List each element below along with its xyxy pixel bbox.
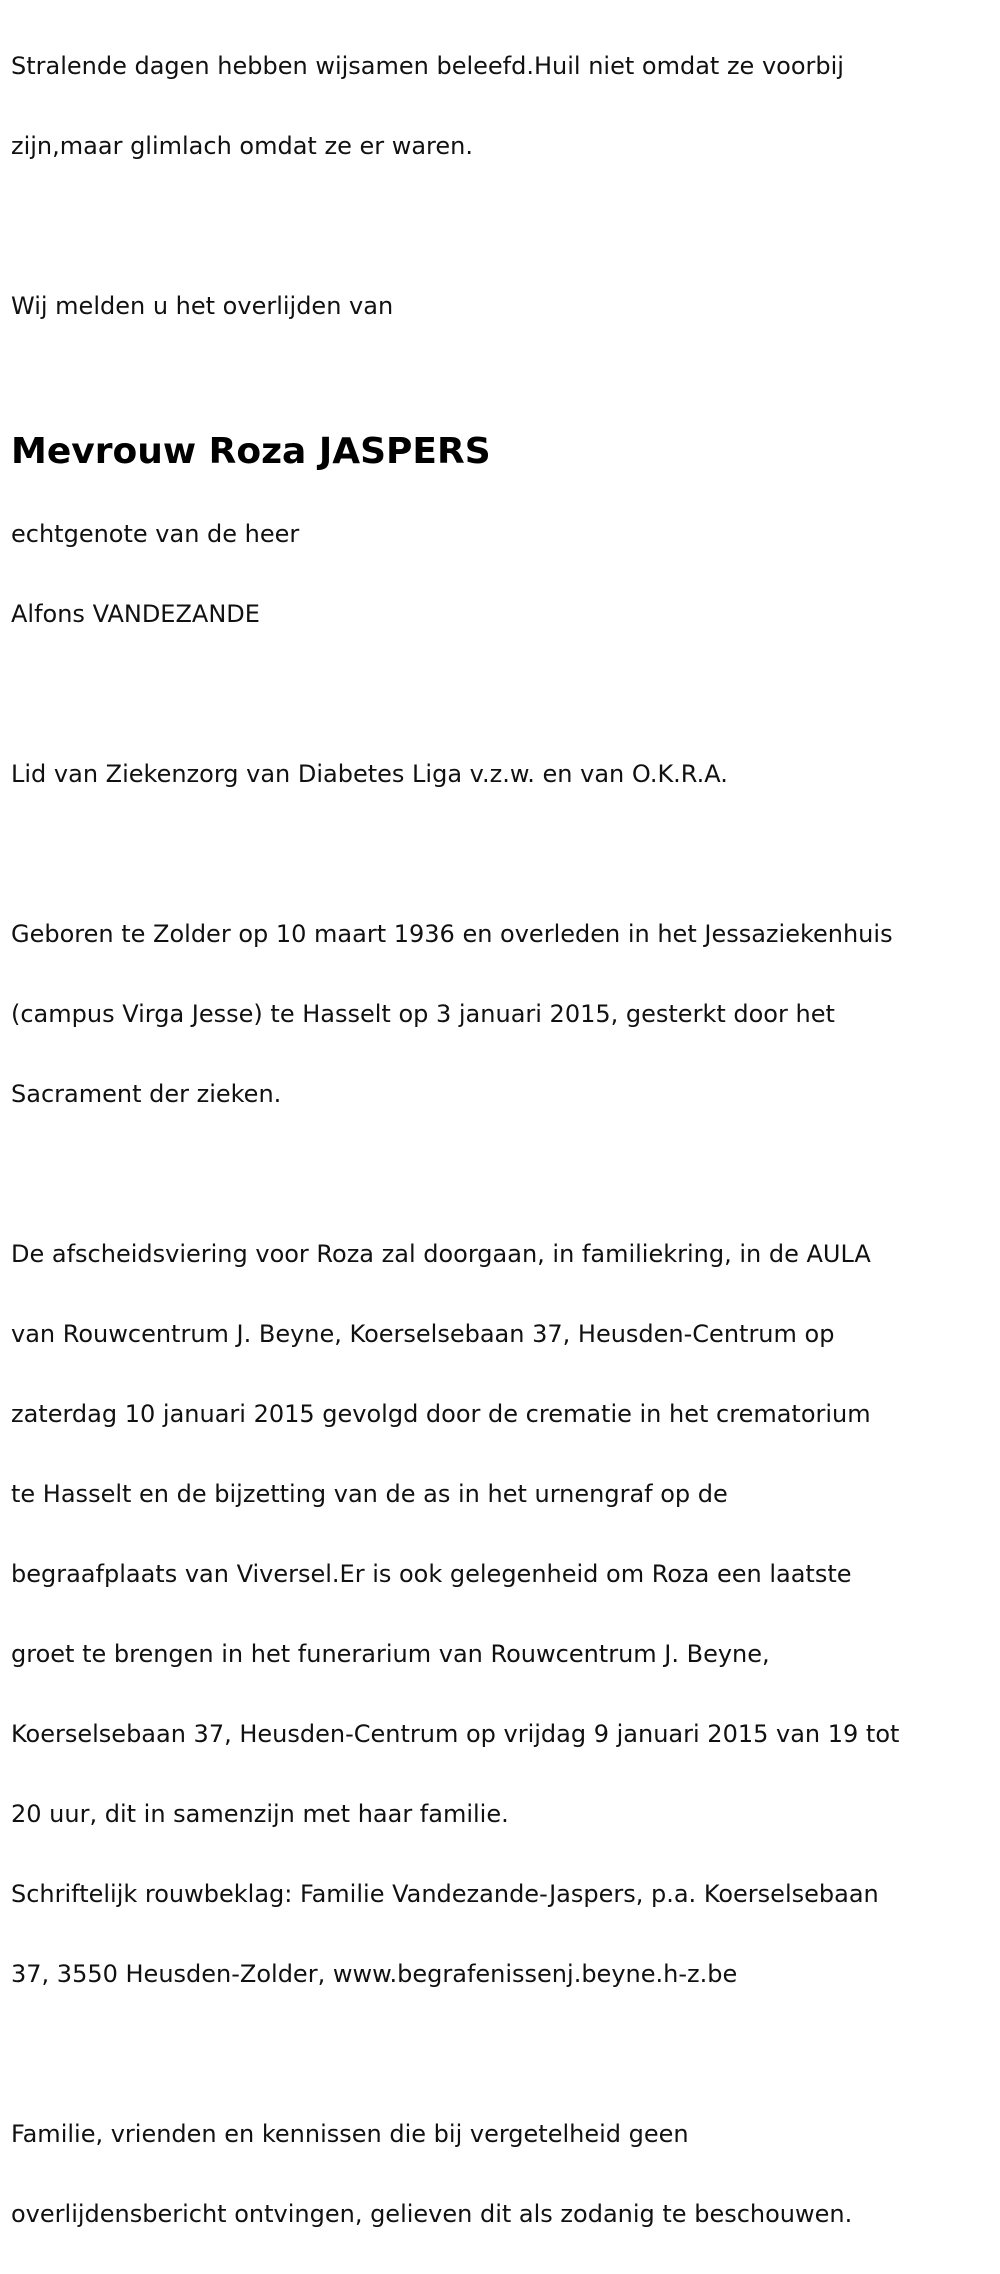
intro-text: Wij melden u het overlijden van [11, 292, 394, 320]
spouse-line: echtgenote van de heer [11, 520, 300, 548]
closing-line: overlijdensbericht ontvingen, gelieven dit als zodanig te beschouwen. [11, 2200, 853, 2228]
ceremony-line: van Rouwcentrum J. Beyne, Koerselsebaan 37, Heusden-Centrum op [11, 1320, 835, 1348]
deceased-name: Mevrouw Roza JASPERS [11, 431, 491, 472]
ceremony-line: begraafplaats van Viversel.Er is ook gelegenheid om Roza een laatste [11, 1560, 852, 1588]
closing-line: Familie, vrienden en kennissen die bij vergetelheid geen [11, 2120, 689, 2148]
membership-text: Lid van Ziekenzorg van Diabetes Liga v.z.w. en van O.K.R.A. [11, 760, 728, 788]
quote-line: zijn,maar glimlach omdat ze er waren. [11, 132, 473, 160]
ceremony-paragraph [11, 1194, 981, 2034]
ceremony-line: De afscheidsviering voor Roza zal doorgaan, in familiekring, in de AULA [11, 1240, 871, 1268]
deceased-block [11, 386, 981, 674]
birth-death-line: (campus Virga Jesse) te Hasselt op 3 januari 2015, gesterkt door het [11, 1000, 835, 1028]
ceremony-line: Koerselsebaan 37, Heusden-Centrum op vrijdag 9 januari 2015 van 19 tot [11, 1720, 900, 1748]
birth-death-line: Sacrament der zieken. [11, 1080, 282, 1108]
ceremony-line: zaterdag 10 januari 2015 gevolgd door de crematie in het crematorium [11, 1400, 871, 1428]
membership-paragraph [11, 714, 981, 834]
condolence-address-line: 37, 3550 Heusden-Zolder, www.begrafenissenj.beyne.h-z.be [11, 1960, 738, 1988]
quote-line: Stralende dagen hebben wijsamen beleefd.Huil niet omdat ze voorbij [11, 52, 844, 80]
ceremony-line: 20 uur, dit in samenzijn met haar familie. [11, 1800, 509, 1828]
birth-death-paragraph [11, 874, 981, 1154]
ceremony-line: te Hasselt en de bijzetting van de as in het urnengraf op de [11, 1480, 728, 1508]
quote-paragraph [11, 6, 981, 206]
spouse-name: Alfons VANDEZANDE [11, 600, 260, 628]
intro-paragraph [11, 246, 981, 366]
ceremony-line: groet te brengen in het funerarium van Rouwcentrum J. Beyne, [11, 1640, 770, 1668]
birth-death-line: Geboren te Zolder op 10 maart 1936 en overleden in het Jessaziekenhuis [11, 920, 893, 948]
closing-paragraph [11, 2074, 981, 2274]
condolence-line: Schriftelijk rouwbeklag: Familie Vandezande-Jaspers, p.a. Koerselsebaan [11, 1880, 879, 1908]
obituary-notice [11, 6, 981, 2274]
